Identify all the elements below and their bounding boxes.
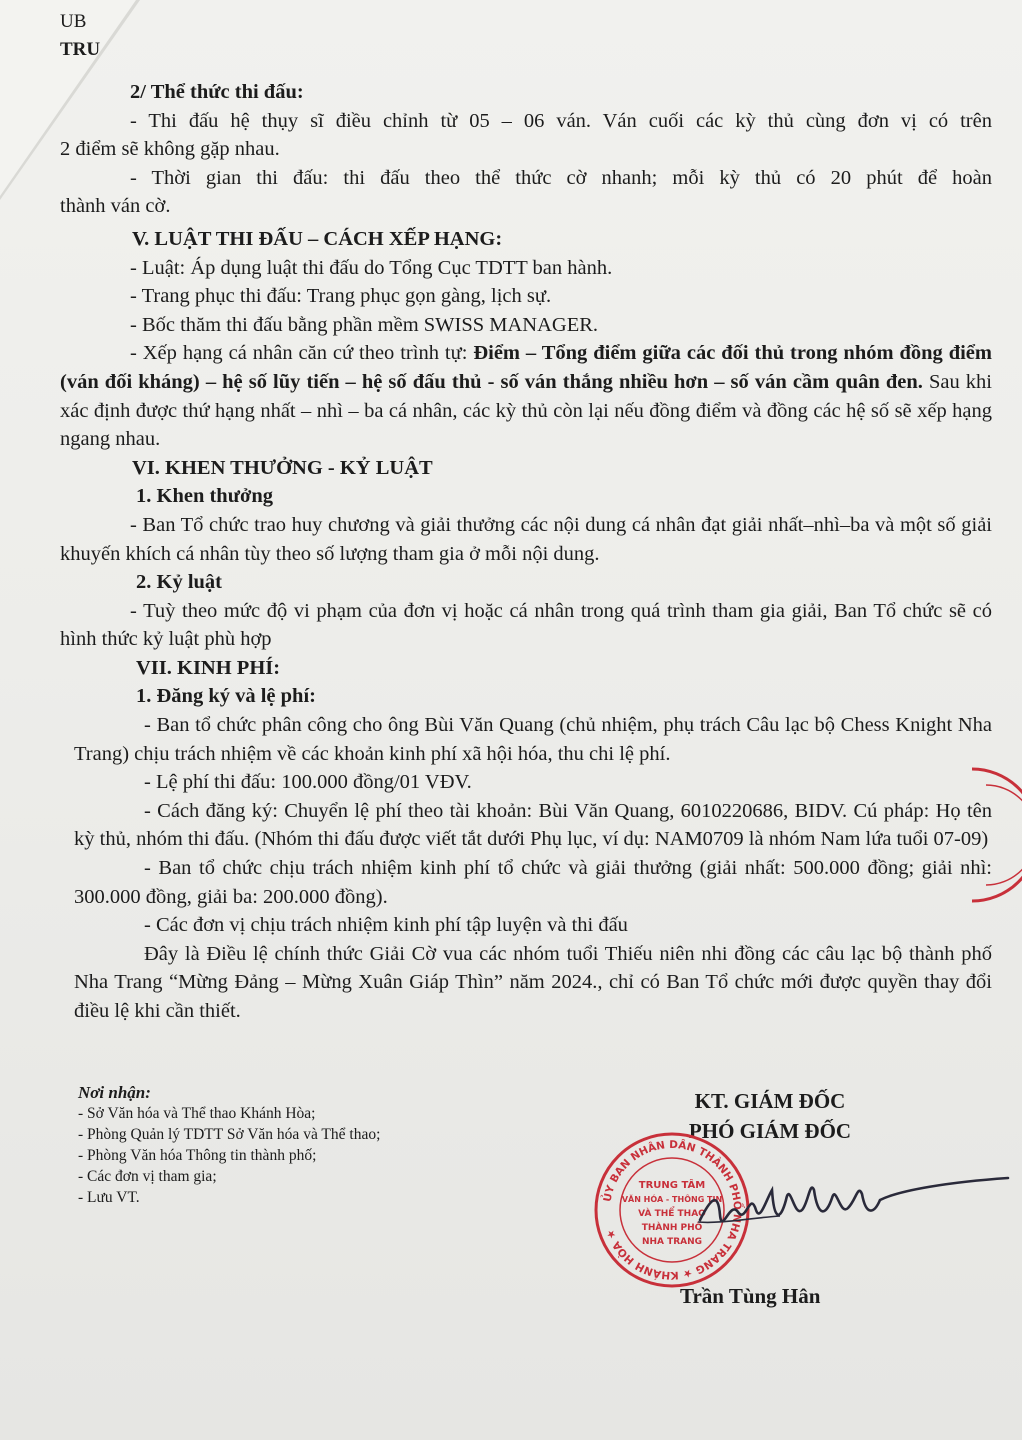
section-heading: VI. KHEN THƯỞNG - KỶ LUẬT — [132, 456, 433, 479]
paragraph: 2 điểm sẽ không gặp nhau. — [60, 138, 280, 161]
ranking-prefix: - Xếp hạng cá nhân căn cứ theo trình tự: — [130, 342, 474, 365]
section-heading: 2/ Thể thức thi đấu: — [130, 81, 304, 103]
recipient-item: - Phòng Văn hóa Thông tin thành phố; — [78, 1147, 317, 1164]
paragraph: - Trang phục thi đấu: Trang phục gọn gàng, lịch sự. — [130, 285, 552, 308]
recipients-block — [78, 1082, 380, 1208]
handwritten-signature-icon — [690, 1160, 1010, 1250]
recipient-item: - Phòng Quản lý TDTT Sở Văn hóa và Thể thao; — [78, 1126, 381, 1143]
paragraph: - Tuỳ theo mức độ vi phạm của đơn vị hoặc cá nhân trong quá trình tham gia giải, Ban Tổ chức sẽ có hình thức kỷ luật phù hợp — [60, 599, 992, 651]
subsection-heading: 2. Kỷ luật — [136, 571, 222, 594]
signature-line-2: PHÓ GIÁM ĐỐC — [688, 1119, 852, 1143]
issuer-header — [60, 8, 100, 64]
recipient-item: - Các đơn vị tham gia; — [78, 1168, 217, 1185]
seal-ring-text: ỦY BAN NHÂN DÂN THÀNH PHỐ NHA TRANG ★ KHÁNH HÒA ★ — [601, 1138, 744, 1282]
ranking-rest: Sau khi xác định được thứ hạng nhất – nhì – ba cá nhân, các kỳ thủ còn lại nếu đồng điểm và đồng các hệ số sẽ xếp hạng ngang nhau. — [60, 370, 992, 451]
seal-center-line: VÀ THỂ THAO — [638, 1209, 706, 1219]
issuer-line-2: TRU — [60, 39, 101, 60]
paragraph: - Thời gian thi đấu: thi đấu theo thể thức cờ nhanh; mỗi kỳ thủ có 20 phút để hoàn — [130, 166, 992, 189]
paragraph: - Thi đấu hệ thụy sĩ điều chỉnh từ 05 – 06 ván. Ván cuối các kỳ thủ cùng đơn vị có trên — [130, 109, 992, 132]
seal-center-line: TRUNG TÂM — [638, 1180, 706, 1191]
seal-center-line: VĂN HÓA - THÔNG TIN — [621, 1195, 723, 1204]
signer-name: Trần Tùng Hân — [680, 1284, 821, 1308]
closing-paragraph: Đây là Điều lệ chính thức Giải Cờ vua các nhóm tuổi Thiếu niên nhi đồng các câu lạc bộ thành phố Nha Trang “Mừng Đảng – Mừng Xuân Giáp Thìn” năm 2024., chỉ có Ban Tổ chức mới được quyền thay đổi điều lệ khi cần thiết. — [74, 942, 992, 1022]
paragraph: - Cách đăng ký: Chuyển lệ phí theo tài khoản: Bùi Văn Quang, 6010220686, BIDV. Cú pháp: Họ tên kỳ thủ, nhóm thi đấu. (Nhóm thi đấu được viết tắt dưới Phụ lục, ví dụ: NAM0709 là nhóm Nam lứa tuổi 07-09) — [74, 799, 992, 851]
page-edge-seal-icon — [952, 765, 1022, 905]
paragraph: - Ban tổ chức phân công cho ông Bùi Văn Quang (chủ nhiệm, phụ trách Câu lạc bộ Chess Knight Nha Trang) chịu trách nhiệm về các khoản kinh phí xã hội hóa, thu chi lệ phí. — [74, 714, 992, 765]
recipients-title: Nơi nhận: — [78, 1083, 151, 1102]
recipient-item: - Lưu VT. — [78, 1189, 140, 1206]
paragraph: - Các đơn vị chịu trách nhiệm kinh phí tập luyện và thi đấu — [144, 914, 628, 937]
paragraph: thành ván cờ. — [60, 195, 171, 218]
document-body — [60, 78, 992, 1026]
paragraph: - Lệ phí thi đấu: 100.000 đồng/01 VĐV. — [144, 771, 472, 794]
section-heading: VII. KINH PHÍ: — [136, 656, 281, 679]
paragraph: - Ban Tổ chức trao huy chương và giải thưởng các nội dung cá nhân đạt giải nhất–nhì–ba và một số giải khuyến khích cá nhân tùy theo số lượng tham gia ở mỗi nội dung. — [60, 513, 992, 565]
recipient-item: - Sở Văn hóa và Thể thao Khánh Hòa; — [78, 1105, 316, 1122]
subsection-heading: 1. Khen thưởng — [136, 485, 274, 508]
ranking-paragraph — [60, 339, 992, 453]
seal-center-line: NHA TRANG — [641, 1237, 703, 1247]
paragraph: - Ban tổ chức chịu trách nhiệm kinh phí tổ chức và giải thưởng (giải nhất: 500.000 đồng; giải nhì: 300.000 đồng, giải ba: 200.000 đồng). — [74, 857, 992, 908]
paragraph: - Bốc thăm thi đấu bằng phần mềm SWISS MANAGER. — [130, 313, 599, 336]
subsection-heading: 1. Đăng ký và lệ phí: — [136, 685, 316, 708]
issuer-line-1: UB — [60, 11, 87, 32]
signature-line-1: KT. GIÁM ĐỐC — [694, 1089, 846, 1113]
ranking-criteria: Điểm – Tổng điểm giữa các đối thủ trong nhóm đồng điểm (ván đối kháng) – hệ số lũy tiến – hệ số đấu thủ - số ván thắng nhiều hơn – số ván cầm quân đen. — [60, 342, 992, 393]
paragraph: - Luật: Áp dụng luật thi đấu do Tổng Cục TDTT ban hành. — [130, 256, 613, 279]
section-heading: V. LUẬT THI ĐẤU – CÁCH XẾP HẠNG: — [132, 227, 503, 250]
seal-center-line: THÀNH PHỐ — [641, 1223, 703, 1233]
